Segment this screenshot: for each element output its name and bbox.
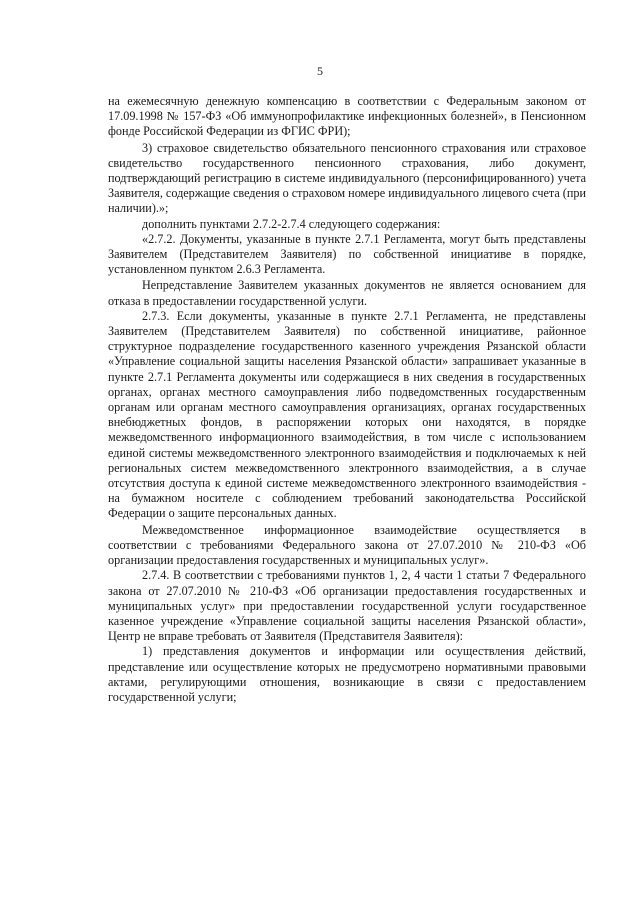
page-number: 5: [317, 64, 323, 78]
paragraph-non-submission: Непредставление Заявителем указанных документов не является основанием для отказа в предоставлении государственной услуги.: [108, 278, 586, 308]
paragraph-item-1: 1) представления документов и информации или осуществления действий, представление или осуществление которых не предусмотрено нормативными правовыми актами, регулирующими отношения, возникающие в связи с предоставлением государственной услуги;: [108, 644, 586, 704]
paragraph-2-7-4: 2.7.4. В соответствии с требованиями пунктов 1, 2, 4 части 1 статьи 7 Федерального закона от 27.07.2010 № 210-ФЗ «Об организации предоставления государственных и муниципальных услуг» при предоставлении государственной услуги государственное казенное учреждение «Управление социальной защиты населения Рязанской области», Центр не вправе требовать от Заявителя (Представителя Заявителя):: [108, 568, 586, 644]
paragraph-item-3: 3) страховое свидетельство обязательного пенсионного страхования или страховое свидетельство государственного пенсионного страхования, либо документ, подтверждающий регистрацию в системе индивидуального (персонифицированного) учета Заявителя, содержащие сведения о страховом номере индивидуального лицевого счета (при наличии).»;: [108, 140, 586, 216]
paragraph-interagency: Межведомственное информационное взаимодействие осуществляется в соответствии с требованиями Федерального закона от 27.07.2010 № 210-ФЗ «Об организации предоставления государственных и муниципальных услуг».: [108, 522, 586, 568]
paragraph-2-7-2: «2.7.2. Документы, указанные в пункте 2.7.1 Регламента, могут быть представлены Заявителем (Представителем Заявителя) по собственной инициативе в порядке, установленном пунктом 2.6.3 Регламента.: [108, 231, 586, 277]
document-body: [108, 94, 586, 705]
paragraph-2-7-3: 2.7.3. Если документы, указанные в пункте 2.7.1 Регламента, не представлены Заявителем (Представителем Заявителя) по собственной инициативе, районное структурное подразделение государственного казенного учреждения Рязанской области «Управление социальной защиты населения Рязанской области» запрашивает указанные в пункте 2.7.1 Регламента документы или содержащиеся в них сведения в государственных органах, органах местного самоуправления либо подведомственных государственным органам или органам местного самоуправления организациях, органах государственных внебюджетных фондов, в распоряжении которых они находятся, в порядке межведомственного информационного взаимодействия, в том числе с использованием единой системы межведомственного электронного взаимодействия и подключаемых к ней региональных систем межведомственного электронного взаимодействия, а в случае отсутствия доступа к единой системе межведомственного электронного взаимодействия - на бумажном носителе с соблюдением требований законодательства Российской Федерации о защите персональных данных.: [108, 308, 586, 521]
paragraph-amendment-intro: дополнить пунктами 2.7.2-2.7.4 следующего содержания:: [142, 216, 441, 231]
paragraph-continuation: на ежемесячную денежную компенсацию в соответствии с Федеральным законом от 17.09.1998 № 157-ФЗ «Об иммунопрофилактике инфекционных болезней», в Пенсионном фонде Российской Федерации из ФГИС ФРИ);: [108, 94, 586, 139]
